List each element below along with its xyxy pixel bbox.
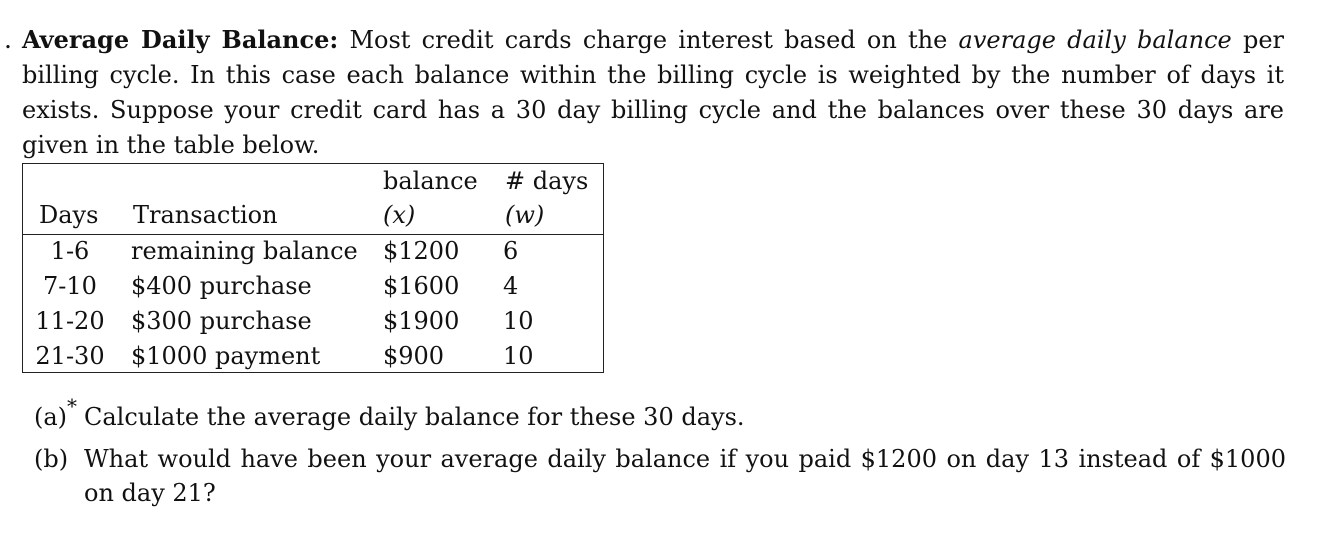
intro-heading: Average Daily Balance: <box>22 25 339 54</box>
row-3-balance: $1900 <box>383 307 460 335</box>
question-b <box>34 442 1286 510</box>
row-1-transaction: remaining balance <box>131 237 358 265</box>
row-2-transaction: $400 purchase <box>131 272 312 300</box>
intro-text-before: Most credit cards charge interest based on the <box>338 26 959 54</box>
intro-paragraph <box>22 22 1284 163</box>
question-a-text: Calculate the average daily balance for these 30 days. <box>84 403 745 431</box>
header-num-days: # days <box>505 167 589 195</box>
balance-table <box>22 163 604 373</box>
header-balance-variable: (x) <box>383 201 416 229</box>
row-2-num-days: 4 <box>503 272 519 300</box>
row-4-balance: $900 <box>383 342 445 370</box>
row-4-transaction: $1000 payment <box>131 342 321 370</box>
row-4-days: 21-30 <box>35 342 105 370</box>
question-a <box>34 394 1286 434</box>
intro-emphasis: average daily balance <box>958 26 1232 54</box>
question-b-label: (b) <box>34 445 69 473</box>
question-list <box>34 394 1286 510</box>
row-3-num-days: 10 <box>503 307 534 335</box>
header-days: Days <box>39 201 99 229</box>
question-b-text: What would have been your average daily balance if you paid $1200 on day 13 instead of $1000 on day 21? <box>84 445 1286 507</box>
question-a-label: (a) <box>34 403 68 431</box>
row-4-num-days: 10 <box>503 342 534 370</box>
row-1-num-days: 6 <box>503 237 519 265</box>
intro-text-after: per billing cycle. In this case each balance within the billing cycle is weighted by the number of days it exists. Suppose your credit card has a 30 day billing cycle and the balances over these 30 days are given in the table below. <box>22 26 1285 159</box>
row-2-balance: $1600 <box>383 272 460 300</box>
row-3-transaction: $300 purchase <box>131 307 312 335</box>
leading-mark: . <box>4 25 12 54</box>
header-balance: balance <box>383 167 478 195</box>
row-3-days: 11-20 <box>35 307 105 335</box>
header-transaction: Transaction <box>133 201 278 229</box>
row-1-balance: $1200 <box>383 237 460 265</box>
question-a-label-group <box>34 394 78 435</box>
header-num-days-variable: (w) <box>505 201 545 229</box>
question-a-star-marker: * <box>67 394 78 418</box>
row-1-days: 1-6 <box>50 237 90 265</box>
row-2-days: 7-10 <box>43 272 97 300</box>
